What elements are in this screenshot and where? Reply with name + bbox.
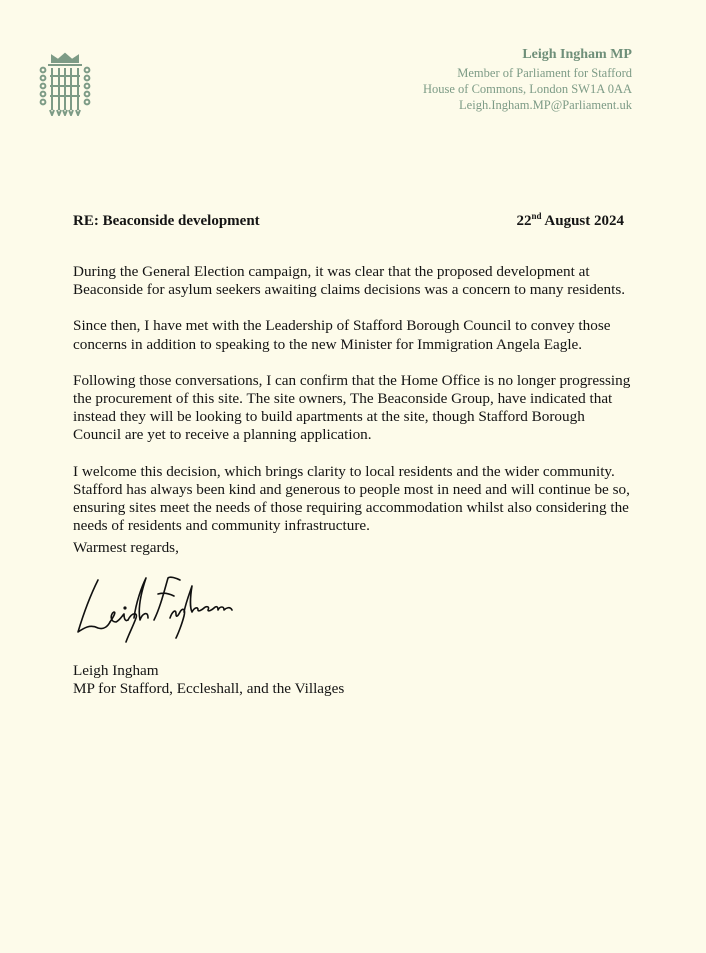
date-suffix: nd	[531, 211, 542, 221]
date-month-year: August 2024	[544, 213, 624, 229]
letterhead	[423, 47, 632, 113]
letterhead-email: Leigh.Ingham.MP@Parliament.uk	[459, 98, 632, 112]
letterhead-role: Member of Parliament for Stafford	[457, 66, 632, 80]
signer-name: Leigh Ingham	[73, 662, 159, 679]
paragraph: Following those conversations, I can confirm that the Home Office is no longer progressing the procurement of this site. The site owners, The Beaconside Group, have indicated that instead they will be looking to build apartments at the site, though Stafford Borough Council are yet to receive a planning application.	[73, 371, 631, 444]
paragraph: Since then, I have met with the Leadership of Stafford Borough Council to convey those concerns in addition to speaking to the new Minister for Immigration Angela Eagle.	[73, 317, 611, 353]
signer-title: MP for Stafford, Eccleshall, and the Villages	[73, 680, 345, 697]
portcullis-icon	[38, 52, 92, 116]
signer-block	[73, 662, 344, 698]
letterhead-name: Leigh Ingham MP	[522, 47, 632, 62]
letter-body	[73, 263, 635, 553]
letter-date	[516, 213, 624, 230]
subject-line: RE: Beaconside development	[73, 213, 260, 229]
paragraph: I welcome this decision, which brings clarity to local residents and the wider community. Stafford has always been kind and generous to people most in need and will continue be so, ensuring sites meet the needs of those requiring accommodation whilst also considering the needs of residents and community infrastructure.	[73, 462, 630, 535]
paragraph: During the General Election campaign, it was clear that the proposed development at Beaconside for asylum seekers awaiting claims decisions was a concern to many residents.	[73, 263, 626, 299]
date-day: 22	[516, 213, 532, 229]
letterhead-address: House of Commons, London SW1A 0AA	[422, 82, 632, 96]
closing: Warmest regards,	[73, 539, 179, 556]
signature	[70, 572, 240, 644]
